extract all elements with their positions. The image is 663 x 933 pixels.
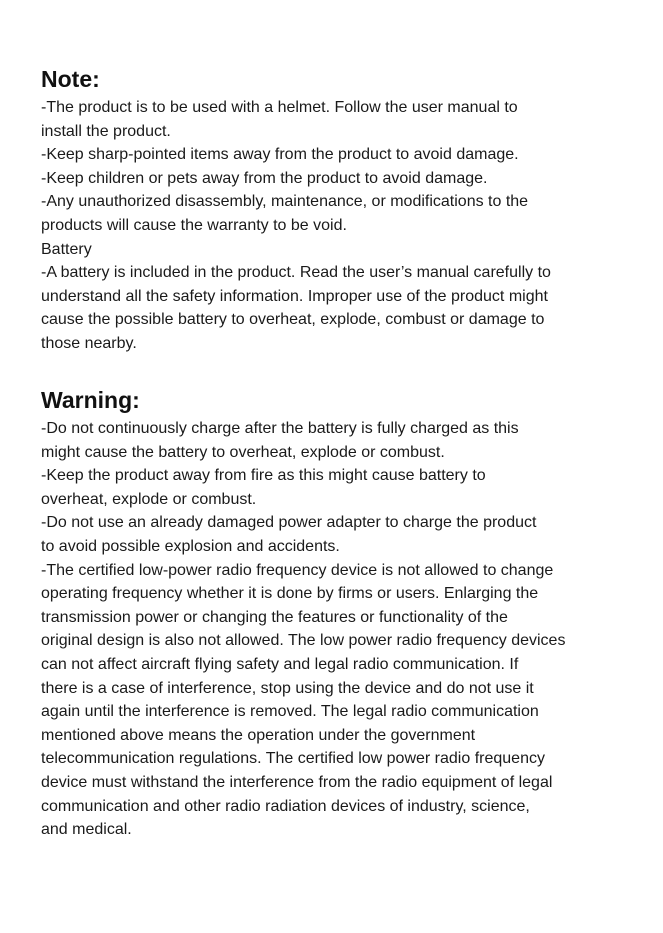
warning-line: can not affect aircraft flying safety and legal radio communication. If — [41, 655, 519, 673]
warning-line: communication and other radio radiation devices of industry, science, — [41, 797, 530, 815]
note-line: -Keep children or pets away from the product to avoid damage. — [41, 169, 488, 187]
note-line: -The product is to be used with a helmet. Follow the user manual to — [41, 99, 518, 116]
warning-line: and medical. — [41, 821, 132, 839]
warning-line: overheat, explode or combust. — [41, 490, 257, 508]
note-line: -Any unauthorized disassembly, maintenance, or modifications to the — [41, 193, 529, 211]
note-line: understand all the safety information. Improper use of the product might — [41, 287, 548, 305]
note-body — [41, 96, 551, 356]
note-line: -Keep sharp-pointed items away from the product to avoid damage. — [41, 146, 519, 164]
warning-line: transmission power or changing the features or functionality of the — [41, 608, 508, 626]
warning-body — [41, 417, 565, 842]
battery-subheading: Battery — [41, 240, 92, 258]
warning-line: telecommunication regulations. The certified low power radio frequency — [41, 750, 545, 768]
note-line: those nearby. — [41, 334, 137, 352]
warning-line: again until the interference is removed. The legal radio communication — [41, 703, 539, 721]
warning-line: device must withstand the interference from the radio equipment of legal — [41, 773, 553, 791]
warning-heading: Warning: — [41, 387, 140, 413]
warning-line: mentioned above means the operation under the government — [41, 726, 476, 744]
warning-line: -Do not use an already damaged power adapter to charge the product — [41, 514, 537, 532]
warning-line: -The certified low-power radio frequency device is not allowed to change — [41, 561, 554, 579]
warning-line: original design is also not allowed. The low power radio frequency devices — [41, 632, 566, 650]
warning-line: might cause the battery to overheat, explode or combust. — [41, 443, 445, 461]
warning-line: operating frequency whether it is done by firms or users. Enlarging the — [41, 585, 539, 603]
note-heading: Note: — [41, 66, 100, 92]
note-line: -A battery is included in the product. Read the user’s manual carefully to — [41, 264, 551, 282]
note-line: cause the possible battery to overheat, explode, combust or damage to — [41, 311, 545, 329]
warning-line: -Keep the product away from fire as this might cause battery to — [41, 467, 486, 485]
warning-line: there is a case of interference, stop using the device and do not use it — [41, 679, 534, 697]
note-line: install the product. — [41, 122, 171, 140]
warning-line: to avoid possible explosion and accidents. — [41, 537, 340, 555]
note-line: products will cause the warranty to be void. — [41, 216, 347, 234]
warning-line: -Do not continuously charge after the battery is fully charged as this — [41, 420, 519, 437]
